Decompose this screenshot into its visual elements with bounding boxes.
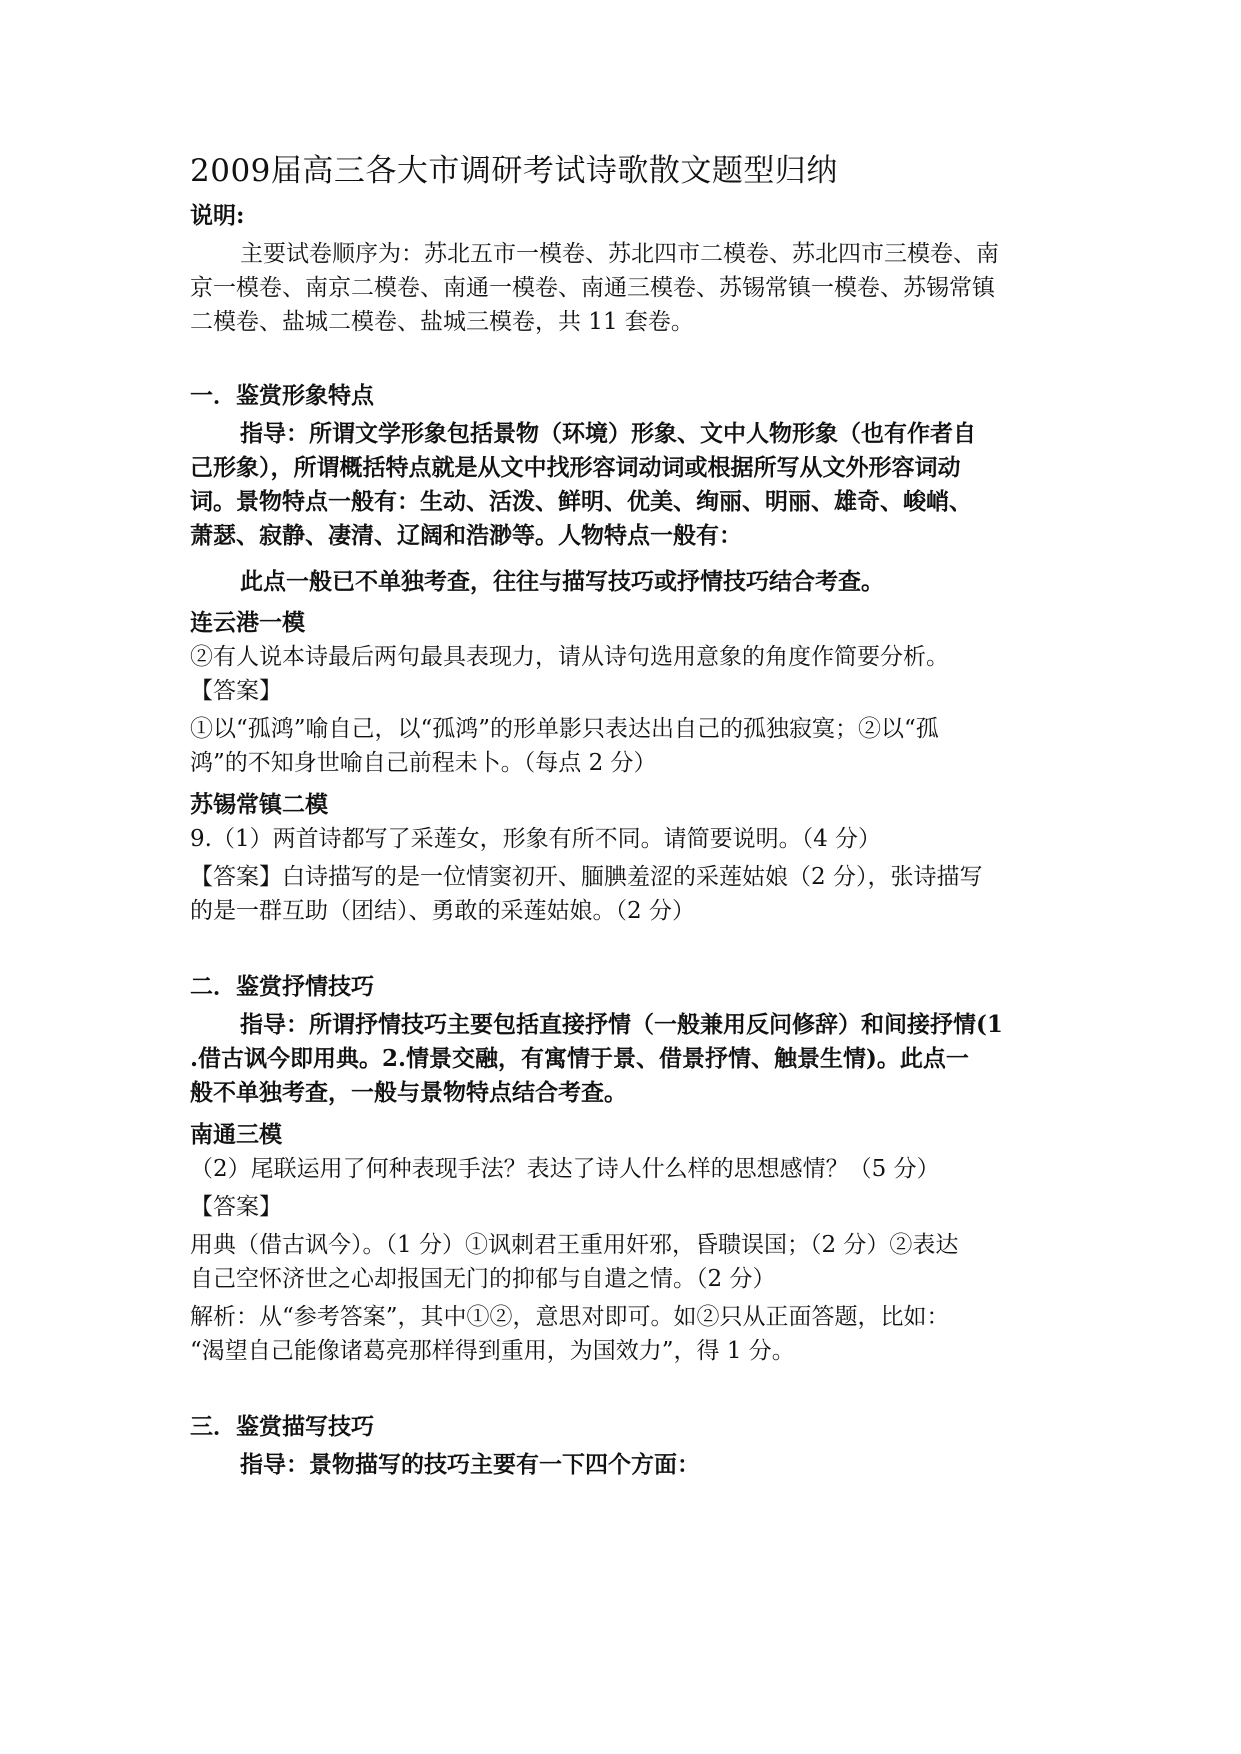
- document-title: 2009届高三各大市调研考试诗歌散文题型归纳: [190, 153, 838, 189]
- intro-line-1: 主要试卷顺序为：苏北五市一模卷、苏北四市二模卷、苏北四市三模卷、南: [240, 241, 999, 267]
- intro-label: 说明:: [190, 202, 245, 229]
- section2-analysis-line-1: 解析：从“参考答案”，其中①②，意思对即可。如②只从正面答题，比如：: [190, 1304, 950, 1330]
- section1-heading: 一．鉴赏形象特点: [190, 382, 374, 409]
- intro-line-3: 二模卷、盐城二模卷、盐城三模卷，共 11 套卷。: [190, 309, 694, 335]
- section1-guide-line-4: 萧瑟、寂静、凄清、辽阔和浩渺等。人物特点一般有：: [190, 522, 742, 549]
- section1-guide-line-2: 己形象），所谓概括特点就是从文中找形容词动词或根据所写从文外形容词动: [190, 454, 961, 481]
- section2-heading: 二．鉴赏抒情技巧: [190, 973, 374, 1000]
- section1-guide-line-1: 指导：所谓文学形象包括景物（环境）形象、文中人物形象（也有作者自: [240, 420, 976, 447]
- section2-guide-line-2: .借古讽今即用典。2.情景交融，有寓情于景、借景抒情、触景生情)。此点一: [190, 1045, 969, 1072]
- section3-heading: 三．鉴赏描写技巧: [190, 1413, 374, 1440]
- section1-example2-answer-line-2: 的是一群互助（团结）、勇敢的采莲姑娘。（2 分）: [190, 898, 695, 924]
- section2-example-title: 南通三模: [190, 1121, 282, 1148]
- section1-example1-question: ②有人说本诗最后两句最具表现力，请从诗句选用意象的角度作简要分析。: [190, 644, 949, 670]
- section2-example-answer-line-1: 用典（借古讽今）。（1 分）①讽刺君王重用奸邪，昏聩误国；（2 分）②表达: [190, 1232, 959, 1258]
- section2-example-answer-line-2: 自己空怀济世之心却报国无门的抑郁与自遣之情。（2 分）: [190, 1266, 776, 1292]
- section1-example2-title: 苏锡常镇二模: [190, 791, 328, 818]
- section3-guide-line: 指导：景物描写的技巧主要有一下四个方面：: [240, 1451, 700, 1478]
- section1-example2-question: 9.（1）两首诗都写了采莲女，形象有所不同。请简要说明。（4 分）: [190, 826, 882, 852]
- section2-example-question: （2）尾联运用了何种表现手法？表达了诗人什么样的思想感情？（5 分）: [190, 1156, 940, 1182]
- section2-guide-line-1: 指导：所谓抒情技巧主要包括直接抒情（一般兼用反问修辞）和间接抒情(1: [240, 1011, 1003, 1038]
- section2-example-answer-label: 【答案】: [190, 1194, 282, 1220]
- section1-guide-line-3: 词。景物特点一般有：生动、活泼、鲜明、优美、绚丽、明丽、雄奇、峻峭、: [190, 488, 972, 515]
- intro-line-2: 京一模卷、南京二模卷、南通一模卷、南通三模卷、苏锡常镇一模卷、苏锡常镇: [190, 275, 995, 301]
- section2-guide-line-3: 般不单独考查，一般与景物特点结合考查。: [190, 1079, 627, 1106]
- section1-example1-answer-label: 【答案】: [190, 678, 282, 704]
- section1-example1-answer-line-1: ①以“孤鸿”喻自己，以“孤鸿”的形单影只表达出自己的孤独寂寞；②以“孤: [190, 716, 939, 742]
- section2-analysis-line-2: “渴望自己能像诸葛亮那样得到重用，为国效力”，得 1 分。: [190, 1338, 795, 1364]
- section1-example2-answer-line-1: 【答案】白诗描写的是一位情窦初开、腼腆羞涩的采莲姑娘（2 分），张诗描写: [190, 864, 983, 890]
- section1-guide-line-5: 此点一般已不单独考查，往往与描写技巧或抒情技巧结合考查。: [240, 568, 884, 595]
- section1-example1-answer-line-2: 鸿”的不知身世喻自己前程未卜。（每点 2 分）: [190, 750, 657, 776]
- section1-example1-title: 连云港一模: [190, 609, 305, 636]
